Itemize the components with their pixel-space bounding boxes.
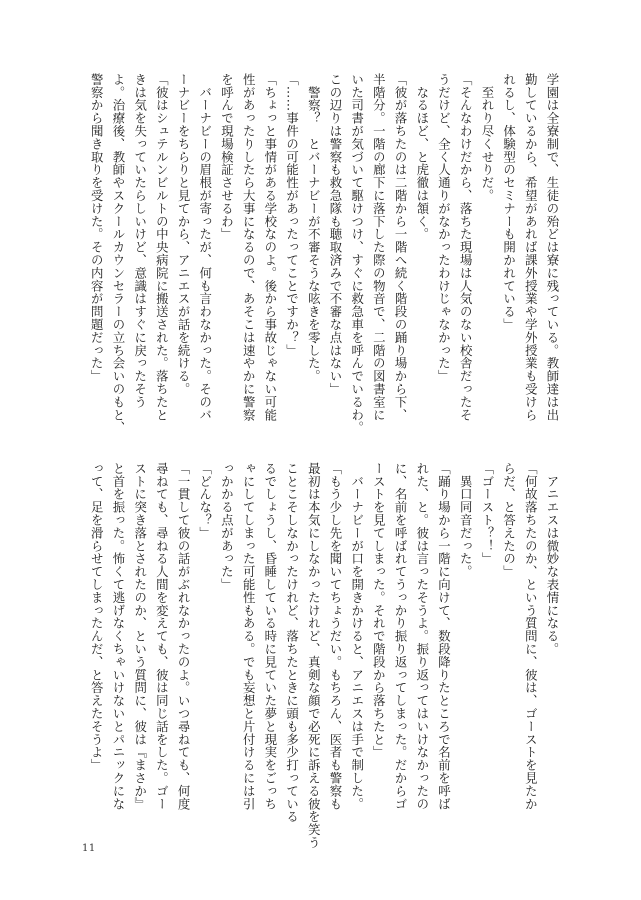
text-line: 「ちょっと事情がある学校なのよ。後から事故じゃない可能 xyxy=(262,73,278,422)
text-line: 警察？ とバーナビーが不審そうな呟きを零した。 xyxy=(306,73,322,383)
text-line: ーナビーをちらりと見てから、アニエスが話を続ける。 xyxy=(176,73,192,396)
text-line: れた、と。彼は言ったそうよ。振り返ってはいけなかったの xyxy=(414,462,430,811)
text-line: いた司書が気づいて駆けつけ、すぐに救急車を呼んでいるわ。 xyxy=(349,73,365,435)
text-line: 「そんなわけだから、落ちた現場は人気のない校舎だったそ xyxy=(458,73,474,422)
text-line: 警察から聞き取りを受けた。その内容が問題だった」 xyxy=(89,73,105,383)
text-line: ことこそしなかったけれど、落ちたときに頭も多少打っている xyxy=(284,462,300,824)
text-line: れるし、体験型のセミナーも開かれている」 xyxy=(501,73,517,331)
text-line: なるほど、と虎徹は頷く。 xyxy=(414,73,430,241)
text-line: 至れり尽くせりだ。 xyxy=(479,73,495,202)
text-line: を呼んで現場検証させるわ」 xyxy=(219,73,235,241)
text-line: 「踊り場から一階に向けて、数段降りたところで名前を呼ば xyxy=(436,462,452,811)
text-line: バーナビーの眉根が寄ったが、何も言わなかった。そのバ xyxy=(197,73,213,422)
text-line: 勤しているから、希望があれば課外授業や学外授業も受けら xyxy=(523,73,539,422)
text-line: 「もう少し先を聞いてちょうだい。もちろん、医者も警察も xyxy=(327,462,343,811)
upper-text-block xyxy=(78,73,563,435)
text-line: に、名前を呼ばれてうっかり振り返ってしまった。だからゴ xyxy=(393,462,409,811)
text-line: ーストを見てしまった。それで階段から落ちたと」 xyxy=(371,462,387,759)
text-line: 性があったりしたら大事になるので、あそこは速やかに警察 xyxy=(241,73,257,422)
text-line: アニエスは微妙な表情になる。 xyxy=(545,462,560,656)
text-line: らだ、と答えたの」 xyxy=(501,462,517,579)
text-line: 「どんな？」 xyxy=(197,462,213,540)
text-line: ゃにしてしまった可能性もある。でも妄想と片付けるには引 xyxy=(241,462,257,811)
text-line: 「彼はシュテルンビルトの中央病院に搬送された。落ちたと xyxy=(154,73,170,422)
text-line: 最初は本気にしなかったけれど、真剣な顔で必死に訴える彼を笑う xyxy=(306,462,322,849)
text-line: よ。治療後、教師やスクールカウンセラーの立ち会いのもと、 xyxy=(110,73,126,435)
text-line: うだけど、全く人通りがなかったわけじゃなかった」 xyxy=(436,73,452,383)
text-line: きは気を失っていたらしいけど、意識はすぐに戻ったそう xyxy=(132,73,148,409)
text-line: 「ゴースト？！」 xyxy=(479,462,495,566)
text-line: バーナビーが口を開きかけると、アニエスは手で制した。 xyxy=(349,462,365,811)
text-line: るでしょうし、昏睡している時に見ていた夢と現実をごっち xyxy=(262,462,278,811)
text-line: 尋ねても、尋ねる人間を変えても、彼は同じ話をした。ゴー xyxy=(154,462,170,811)
page-number: 11 xyxy=(82,843,96,854)
text-line: 異口同音だった。 xyxy=(458,462,474,579)
text-line: っかかる点があった」 xyxy=(219,462,235,591)
text-line: と首を振った。怖くて逃げなくちゃいけないとパニックにな xyxy=(110,462,126,811)
text-line: この辺りは警察も救急隊も聴取済みで不審な点はない」 xyxy=(327,73,343,396)
text-line: 「何故落ちたのか、という質問に、彼は、ゴーストを見たか xyxy=(523,462,539,811)
text-line: 学園は全寮制で、生徒の殆どは寮に残っている。教師達は出 xyxy=(545,73,560,422)
text-line: 「彼が落ちたのは二階から一階へ続く階段の踊り場から下、 xyxy=(393,73,409,422)
text-line: ストに突き落とされたのか、という質問に、彼は『まさか』 xyxy=(132,462,148,811)
text-line: 半階分。一階の廊下に落下した際の物音で、二階の図書室に xyxy=(371,73,387,422)
text-line: 「一貫して彼の話がぶれなかったのよ。いつ尋ねても、何度 xyxy=(176,462,192,811)
text-line: 「……事件の可能性があったってことですか？」 xyxy=(284,73,300,357)
text-line: って、足を滑らせてしまったんだ、と答えたそうよ」 xyxy=(89,462,105,772)
